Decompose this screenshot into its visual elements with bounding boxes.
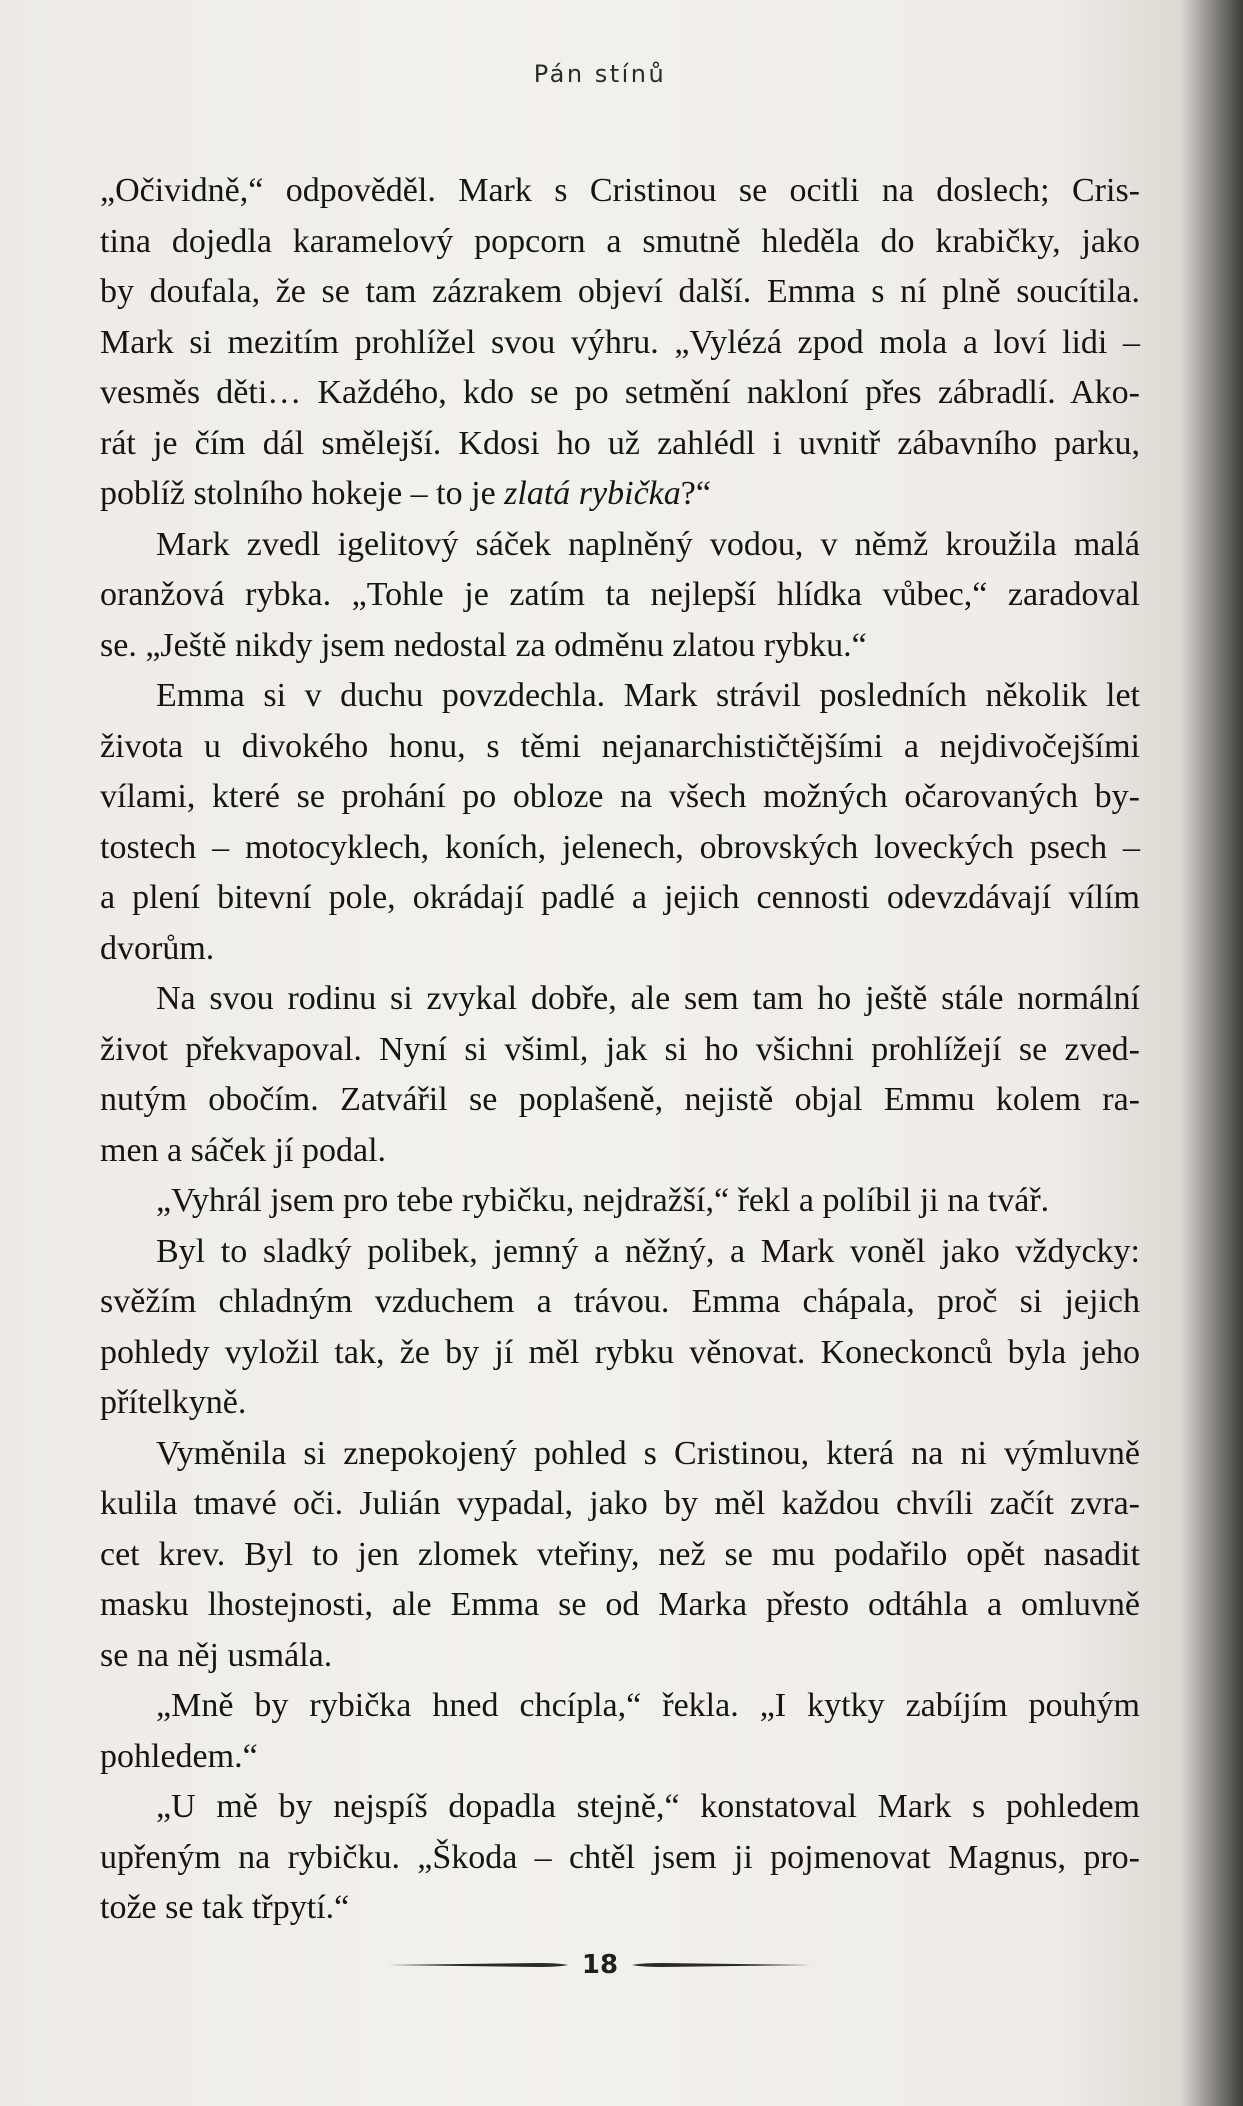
paragraph (100, 166, 1140, 520)
page-number: 18 (581, 1950, 619, 1980)
paragraph (100, 1681, 1140, 1782)
text-line: oranžová rybka. „Tohle je zatím ta nejlepší hlídka vůbec,“ zaradoval (100, 576, 1140, 613)
running-header: Pán stínů (533, 60, 667, 88)
text-line: Byl to sladký polibek, jemný a něžný, a Mark voněl jako vždycky: (156, 1232, 1140, 1270)
paragraph (100, 1429, 1140, 1682)
text-line: dvorům. (100, 929, 215, 967)
paragraph (100, 671, 1140, 974)
text-line: pohledy vyložil tak, že by jí měl rybku věnovat. Koneckonců byla jeho (100, 1333, 1140, 1371)
text-line: přítelkyně. (100, 1384, 247, 1421)
text-line: rát je čím dál smělejší. Kdosi ho už zahlédl i uvnitř zábavního parku, (100, 424, 1140, 462)
page-footer (0, 1940, 1200, 1990)
text-line: nutým obočím. Zatvářil se poplašeně, nejistě objal Emmu kolem ra- (100, 1081, 1140, 1118)
text-line: Emma si v duchu povzdechla. Mark strávil posledních několik let (156, 677, 1140, 714)
text-line: men a sáček jí podal. (100, 1131, 387, 1169)
text-line: „Očividně,“ odpověděl. Mark s Cristinou se ocitli na doslech; Cris- (100, 172, 1140, 209)
text-line: Mark si mezitím prohlížel svou výhru. „Vylézá zpod mola a loví lidi – (100, 323, 1140, 361)
text-line: Na svou rodinu si zvykal dobře, ale sem tam ho ještě stále normální (156, 980, 1140, 1017)
text-line: vílami, které se prohání po obloze na všech možných očarovaných by- (100, 778, 1140, 815)
text-line: vesměs děti… Každého, kdo se po setmění nakloní přes zábradlí. Ako- (100, 374, 1140, 411)
text-line: svěžím chladným vzduchem a trávou. Emma chápala, proč si jejich (100, 1283, 1140, 1320)
text-line: Vyměnila si znepokojený pohled s Cristinou, která na ni výmluvně (156, 1434, 1140, 1472)
paragraph (100, 974, 1140, 1176)
paragraph (100, 1227, 1140, 1429)
text-line: Mark zvedl igelitový sáček naplněný vodou, v němž kroužila malá (156, 525, 1140, 563)
text-line: „U mě by nejspíš dopadla stejně,“ konstatoval Mark s pohledem (156, 1788, 1140, 1825)
text-line: tostech – motocyklech, koních, jelenech, obrovských loveckých psech – (100, 828, 1140, 866)
text-line: by doufala, že se tam zázrakem objeví další. Emma s ní plně soucítila. (100, 273, 1140, 310)
text-line: cet krev. Byl to jen zlomek vteřiny, než se mu podařilo opět nasadit (100, 1535, 1140, 1573)
text-line: kulila tmavé oči. Julián vypadal, jako by měl každou chvíli začít zvra- (100, 1485, 1140, 1522)
right-ornament-icon (632, 1958, 812, 1972)
text-line: a plení bitevní pole, okrádají padlé a jejich cennosti odevzdávají vílím (100, 879, 1140, 916)
text-line: pohledem.“ (100, 1737, 258, 1775)
text-line: života u divokého honu, s těmi nejanarchističtějšími a nejdivočejšími (100, 727, 1140, 765)
text-line: život překvapoval. Nyní si všiml, jak si ho všichni prohlížejí se zved- (100, 1030, 1140, 1068)
text-line: poblíž stolního hokeje – to je zlatá rybička?“ (100, 475, 711, 512)
text-line: tina dojedla karamelový popcorn a smutně hleděla do krabičky, jako (100, 222, 1140, 260)
paragraph (100, 1176, 1140, 1227)
text-line: se na něj usmála. (100, 1636, 333, 1674)
paragraph (100, 1782, 1140, 1934)
text-line: „Mně by rybička hned chcípla,“ řekla. „I kytky zabíjím pouhým (156, 1687, 1140, 1724)
left-ornament-icon (388, 1958, 568, 1972)
paragraph (100, 520, 1140, 672)
text-line: „Vyhrál jsem pro tebe rybičku, nejdražší,“ řekl a políbil ji na tvář. (156, 1182, 1050, 1219)
text-line: se. „Ještě nikdy jsem nedostal za odměnu zlatou rybku.“ (100, 626, 867, 664)
text-line: upřeným na rybičku. „Škoda – chtěl jsem ji pojmenovat Magnus, pro- (100, 1838, 1140, 1876)
text-line: tože se tak třpytí.“ (100, 1889, 350, 1926)
text-line: masku lhostejnosti, ale Emma se od Marka přesto odtáhla a omluvně (100, 1586, 1140, 1623)
body-text (100, 166, 1140, 1934)
